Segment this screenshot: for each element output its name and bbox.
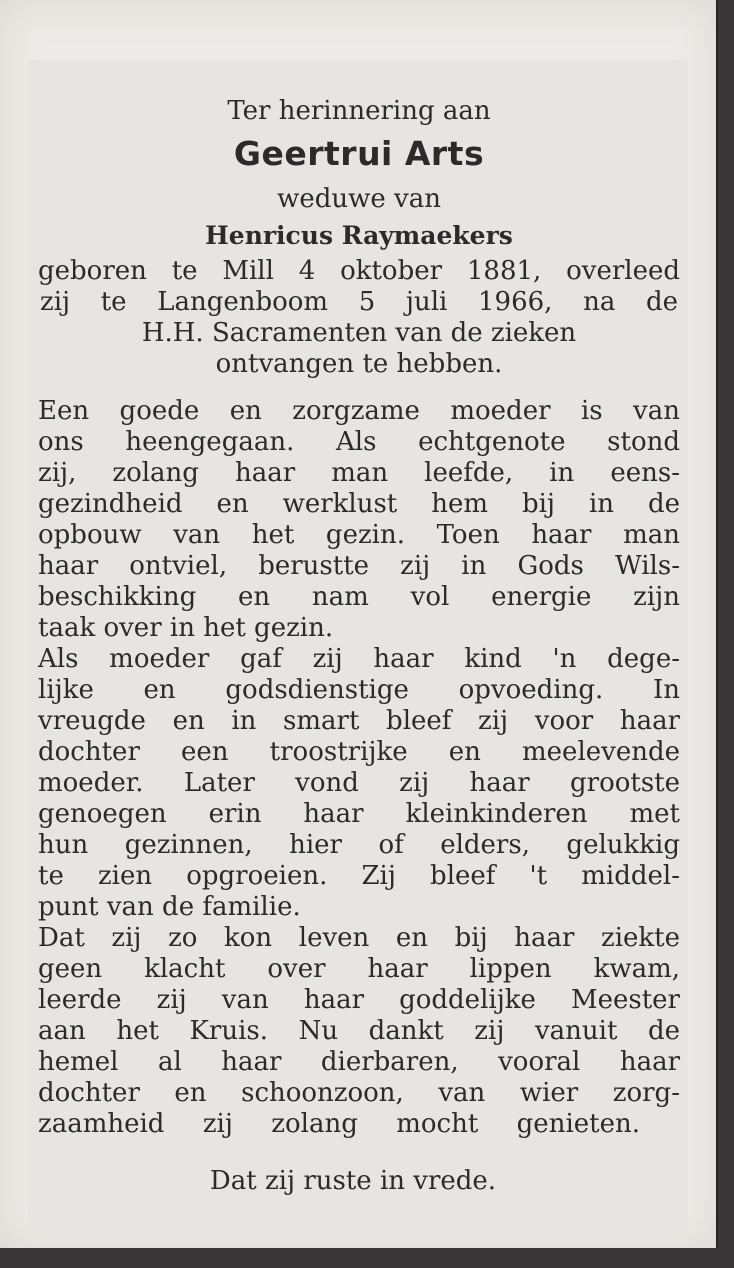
birth-death-line: ontvangen te hebben. xyxy=(215,349,503,379)
biography-line: geen klacht over haar lippen kwam, xyxy=(38,954,680,984)
birth-death-line: zij te Langenboom 5 juli 1966, na de xyxy=(40,287,678,317)
birth-death-paragraph xyxy=(38,256,680,380)
biography-line: zaamheid zij zolang mocht genieten. xyxy=(38,1109,640,1139)
biography-line: moeder. Later vond zij haar grootste xyxy=(38,768,680,798)
biography-line: dochter een troostrijke en meelevende xyxy=(38,737,680,767)
biography-line: zij, zolang haar man leefde, in eens- xyxy=(38,458,680,488)
biography-line: punt van de familie. xyxy=(38,892,301,922)
widow-of-text: weduwe van xyxy=(277,184,441,214)
biography-line: Als moeder gaf zij haar kind 'n dege- xyxy=(38,644,680,674)
biography-line: haar ontviel, berustte zij in Gods Wils- xyxy=(38,551,680,581)
deceased-name: Geertrui Arts xyxy=(233,134,485,173)
biography-line: Een goede en zorgzame moeder is van xyxy=(38,396,680,426)
biography-line: hemel al haar dierbaren, vooral haar xyxy=(38,1047,680,1077)
husband-name: Henricus Raymaekers xyxy=(205,221,513,250)
biography-line: leerde zij van haar goddelijke Meester xyxy=(38,985,680,1015)
biography-line: genoegen erin haar kleinkinderen met xyxy=(38,799,680,829)
card-content xyxy=(38,94,680,1224)
biography-line: opbouw van het gezin. Toen haar man xyxy=(38,520,680,550)
biography-line: vreugde en in smart bleef zij voor haar xyxy=(38,706,680,736)
closing-text: Dat zij ruste in vrede. xyxy=(209,1166,497,1196)
biography-line: dochter en schoonzoon, van wier zorg- xyxy=(38,1078,680,1108)
biography-line: taak over in het gezin. xyxy=(38,613,334,643)
biography-text xyxy=(38,396,680,1140)
intro-text: Ter herinnering aan xyxy=(227,96,491,126)
birth-death-line: geboren te Mill 4 oktober 1881, overleed xyxy=(38,256,680,286)
biography-line: gezindheid en werklust hem bij in de xyxy=(38,489,680,519)
biography-line: hun gezinnen, hier of elders, gelukkig xyxy=(38,830,680,860)
biography-line: Dat zij zo kon leven en bij haar ziekte xyxy=(38,923,680,953)
biography-line: ons heengegaan. Als echtgenote stond xyxy=(38,427,680,457)
biography-line: beschikking en nam vol energie zijn xyxy=(38,582,680,612)
biography-line: aan het Kruis. Nu dankt zij vanuit de xyxy=(38,1016,680,1046)
birth-death-line: H.H. Sacramenten van de zieken xyxy=(141,318,577,348)
biography-line: te zien opgroeien. Zij bleef 't middel- xyxy=(38,861,680,891)
biography-line: lijke en godsdienstige opvoeding. In xyxy=(38,675,680,705)
